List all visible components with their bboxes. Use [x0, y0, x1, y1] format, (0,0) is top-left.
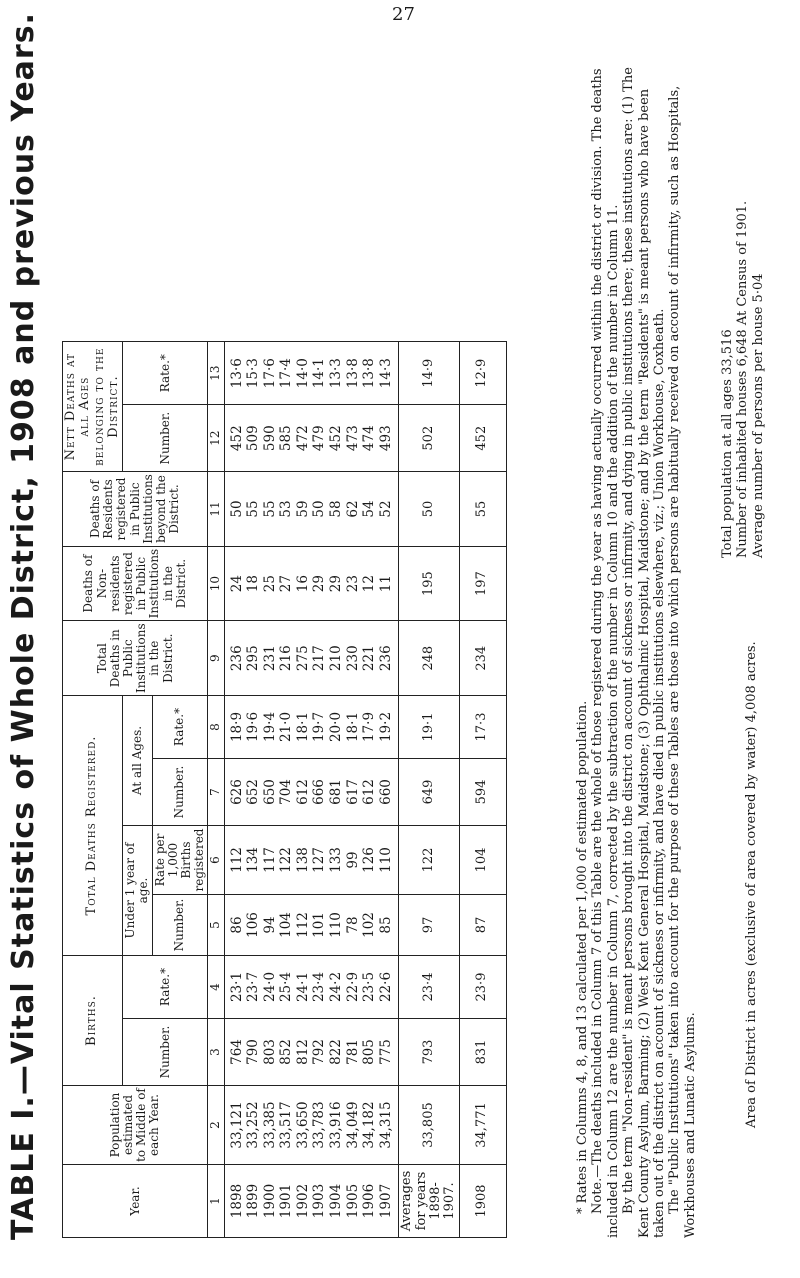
table-cell: 62 — [344, 500, 361, 518]
table-cell: 681 — [328, 779, 345, 805]
table-cell: 479 — [311, 425, 328, 452]
table-cell: 104 — [278, 912, 295, 938]
col-births-number — [224, 1019, 399, 1086]
district-area — [744, 628, 759, 1128]
table-cell: 1899 — [245, 1183, 262, 1219]
y1908-u1-number: 87 — [459, 895, 506, 956]
table-cell: 33,517 — [278, 1101, 295, 1149]
y1908-births-number: 831 — [459, 1019, 506, 1086]
table-cell: 52 — [377, 500, 394, 518]
column-number: 1 — [208, 1165, 224, 1238]
table-cell: 509 — [245, 425, 262, 452]
table-cell: 585 — [278, 425, 295, 452]
footnote-residents: By the term "Non-resident" is meant persons brought into the district on account of sickness or infirmity, and dying in public institutions there; these institutions are: (1) The Kent County Asylum, Barming; (2) West Kent General Hospital, Maidstone; (3) Ophthalmic Hospital, Maidstone; and by the term "Residents" is meant persons who have been taken out of the district on account of sickness or infirmity, and have died in public institutions elsewhere, viz.; Union Workhouse, Coxheath. — [621, 67, 668, 1238]
table-cell: 660 — [377, 779, 394, 805]
table-cell: 23·4 — [311, 971, 328, 1003]
table-cell: 102 — [361, 912, 378, 938]
avg-all-number: 649 — [399, 759, 459, 826]
table-cell: 24·0 — [261, 971, 278, 1003]
table-cell: 110 — [328, 912, 345, 938]
y1908-all-rate: 17·3 — [459, 696, 506, 759]
table-cell: 275 — [294, 645, 311, 672]
census-population-label: Total population at all ages — [720, 379, 735, 558]
table-cell: 86 — [228, 916, 245, 934]
col-nett-number — [224, 405, 399, 472]
table-cell: 1900 — [261, 1183, 278, 1219]
table-cell: 12 — [361, 575, 378, 593]
table-cell: 21·0 — [278, 711, 295, 743]
avg-births-rate: 23·4 — [399, 956, 459, 1019]
table-cell: 812 — [294, 1039, 311, 1065]
y1908-year: 1908 — [459, 1165, 506, 1238]
table-cell: 650 — [261, 779, 278, 805]
table-cell: 775 — [377, 1039, 394, 1065]
table-cell: 23·5 — [361, 971, 378, 1003]
table-cell: 24·2 — [328, 971, 345, 1003]
table-cell: 34,315 — [377, 1101, 394, 1149]
area-value: 4,008 acres. — [744, 641, 759, 723]
column-number: 6 — [208, 826, 224, 895]
table-cell: 33,121 — [228, 1101, 245, 1149]
table-cell: 704 — [278, 779, 295, 805]
year-1908-row — [459, 342, 506, 1238]
table-cell: 217 — [311, 645, 328, 672]
averages-row — [399, 342, 459, 1238]
table-cell: 805 — [361, 1039, 378, 1065]
table-cell: 22·9 — [344, 971, 361, 1003]
table-cell: 472 — [294, 425, 311, 452]
census-population-value: 33,516 — [720, 329, 735, 375]
header-all-rate: Rate.* — [152, 696, 208, 759]
column-number: 10 — [208, 546, 224, 621]
avg-all-rate: 19·1 — [399, 696, 459, 759]
table-cell: 59 — [294, 500, 311, 518]
table-cell: 652 — [245, 779, 262, 805]
table-cell: 13·6 — [228, 358, 245, 389]
census-average-value: 5·04 — [750, 273, 766, 303]
table-cell: 78 — [344, 916, 361, 934]
header-total-deaths: Total Deaths Registered. — [63, 696, 123, 956]
census-note: At Census of 1901. — [735, 200, 751, 326]
header-u1-number: Number. — [152, 895, 208, 956]
table-cell: 13·3 — [328, 358, 345, 389]
table-cell: 18·1 — [294, 711, 311, 743]
table-cell: 19·7 — [311, 711, 328, 743]
table-cell: 18·9 — [228, 711, 245, 743]
yearly-data-row — [224, 342, 399, 1238]
header-nett-deaths: Nett Deaths at all Ages belonging to the District. — [63, 342, 123, 472]
table-cell: 236 — [228, 645, 245, 672]
column-number: 11 — [208, 472, 224, 547]
table-cell: 18·1 — [344, 711, 361, 743]
avg-res-beyond: 50 — [399, 472, 459, 547]
table-cell: 617 — [344, 779, 361, 805]
census-houses-value: 6,648 — [735, 329, 751, 367]
header-year: Year. — [63, 1165, 208, 1238]
table-cell: 1904 — [328, 1183, 345, 1219]
census-summary — [720, 78, 766, 558]
header-births-number: Number. — [123, 1019, 208, 1086]
avg-public: 248 — [399, 621, 459, 696]
table-cell: 19·4 — [261, 711, 278, 743]
y1908-non-res: 197 — [459, 546, 506, 621]
column-number: 8 — [208, 696, 224, 759]
table-cell: 50 — [311, 500, 328, 518]
table-cell: 101 — [311, 912, 328, 938]
table-cell: 493 — [377, 425, 394, 452]
page-number: 27 — [392, 4, 415, 25]
table-cell: 55 — [245, 500, 262, 518]
header-public-institutions: Total Deaths in Public Institutions in the District. — [63, 621, 208, 696]
table-cell: 295 — [245, 645, 262, 672]
header-residents-beyond: Deaths of Residents registered in Public Institutions beyond the District. — [63, 472, 208, 547]
table-cell: 1907 — [377, 1183, 394, 1219]
table-cell: 13·8 — [344, 358, 361, 389]
avg-u1-number: 97 — [399, 895, 459, 956]
col-year — [224, 1165, 399, 1238]
table-cell: 34,182 — [361, 1101, 378, 1149]
table-cell: 790 — [245, 1039, 262, 1065]
table-cell: 473 — [344, 425, 361, 452]
table-cell: 1898 — [228, 1183, 245, 1219]
y1908-nett-rate: 12·9 — [459, 342, 506, 405]
table-cell: 221 — [361, 645, 378, 672]
header-nett-number: Number. — [123, 405, 208, 472]
table-cell: 474 — [361, 425, 378, 452]
table-cell: 138 — [294, 847, 311, 873]
header-births-rate: Rate.* — [123, 956, 208, 1019]
table-cell: 666 — [311, 779, 328, 805]
table-cell: 1902 — [294, 1183, 311, 1219]
column-number: 2 — [208, 1086, 224, 1165]
header-under-1: Under 1 year of age. — [123, 826, 152, 956]
footnote-rates: * Rates in Columns 4, 8, and 13 calculated per 1,000 of estimated population. — [575, 700, 590, 1214]
header-at-all-ages: At all Ages. — [123, 696, 152, 826]
table-cell: 117 — [261, 847, 278, 873]
table-cell: 29 — [311, 575, 328, 593]
header-all-number: Number. — [152, 759, 208, 826]
table-cell: 112 — [228, 847, 245, 873]
table-cell: 210 — [328, 645, 345, 672]
table-cell: 612 — [294, 779, 311, 805]
table-cell: 112 — [294, 912, 311, 938]
footnote-note: Note.—The deaths included in Column 7 of this Table are the whole of those registered during the year as having actually occurred within the district or division. The deaths included in Column 12 are the number in Column 7, corrected by the subtraction of the number in Column 10 and the addition of the number in Column 11. — [590, 68, 621, 1238]
table-cell: 626 — [228, 779, 245, 805]
avg-non-res: 195 — [399, 546, 459, 621]
table-cell: 25·4 — [278, 971, 295, 1003]
table-cell: 14·0 — [294, 358, 311, 389]
y1908-births-rate: 23·9 — [459, 956, 506, 1019]
table-cell: 803 — [261, 1039, 278, 1065]
table-cell: 1906 — [361, 1183, 378, 1219]
column-number: 13 — [208, 342, 224, 405]
table-cell: 33,916 — [328, 1101, 345, 1149]
column-number: 5 — [208, 895, 224, 956]
table-cell: 133 — [328, 847, 345, 873]
footnote-institutions: The "Public Institutions" taken into account for the purpose of these Tables are those into which persons are habitually received on account of infirmity, such as Hospitals, Workhouses and Lunatic Asylums. — [667, 85, 698, 1238]
col-res-beyond — [224, 472, 399, 547]
table-cell: 236 — [377, 645, 394, 672]
table-cell: 33,385 — [261, 1101, 278, 1149]
table-cell: 99 — [344, 851, 361, 869]
y1908-res-beyond: 55 — [459, 472, 506, 547]
table-cell: 23·1 — [228, 971, 245, 1003]
table-cell: 20·0 — [328, 711, 345, 743]
avg-nett-number: 502 — [399, 405, 459, 472]
averages-label: Averages for years 1898-1907. — [399, 1165, 459, 1238]
col-u1-rate — [224, 826, 399, 895]
y1908-u1-rate: 104 — [459, 826, 506, 895]
col-non-res — [224, 546, 399, 621]
table-cell: 94 — [261, 916, 278, 934]
col-population — [224, 1086, 399, 1165]
table-cell: 34,049 — [344, 1101, 361, 1149]
table-cell: 85 — [377, 916, 394, 934]
census-houses-label: Number of inhabited houses — [735, 370, 751, 558]
table-cell: 452 — [328, 425, 345, 452]
col-u1-number — [224, 895, 399, 956]
avg-population: 33,805 — [399, 1086, 459, 1165]
column-number: 4 — [208, 956, 224, 1019]
column-number: 9 — [208, 621, 224, 696]
col-births-rate — [224, 956, 399, 1019]
y1908-all-number: 594 — [459, 759, 506, 826]
table-cell: 16 — [294, 575, 311, 593]
table-cell: 29 — [328, 575, 345, 593]
table-cell: 14·3 — [377, 358, 394, 389]
table-cell: 15·3 — [245, 358, 262, 389]
avg-births-number: 793 — [399, 1019, 459, 1086]
table-cell: 23 — [344, 575, 361, 593]
table-cell: 14·1 — [311, 358, 328, 389]
col-all-rate — [224, 696, 399, 759]
table-cell: 231 — [261, 645, 278, 672]
table-cell: 17·9 — [361, 711, 378, 743]
footnotes — [575, 58, 698, 1238]
table-cell: 33,650 — [294, 1101, 311, 1149]
area-label: Area of District in acres (exclusive of area covered by water) — [744, 726, 759, 1128]
header-non-residents: Deaths of Non-residents registered in Public Institutions in the District. — [63, 546, 208, 621]
table-cell: 53 — [278, 500, 295, 518]
table-cell: 1901 — [278, 1183, 295, 1219]
y1908-population: 34,771 — [459, 1086, 506, 1165]
table-cell: 54 — [361, 500, 378, 518]
table-cell: 19·6 — [245, 711, 262, 743]
table-cell: 126 — [361, 847, 378, 873]
table-cell: 23·7 — [245, 971, 262, 1003]
header-population: Population estimated to Middle of each Year. — [63, 1086, 208, 1165]
avg-u1-rate: 122 — [399, 826, 459, 895]
col-public — [224, 621, 399, 696]
table-cell: 1905 — [344, 1183, 361, 1219]
table-cell: 55 — [261, 500, 278, 518]
header-u1-rate: Rate per 1,000 Births registered — [152, 826, 208, 895]
table-cell: 24·1 — [294, 971, 311, 1003]
table-cell: 216 — [278, 645, 295, 672]
table-cell: 17·4 — [278, 358, 295, 389]
table-cell: 792 — [311, 1039, 328, 1065]
avg-nett-rate: 14·9 — [399, 342, 459, 405]
table-cell: 781 — [344, 1039, 361, 1065]
y1908-public: 234 — [459, 621, 506, 696]
table-cell: 27 — [278, 575, 295, 593]
column-number: 3 — [208, 1019, 224, 1086]
table-cell: 50 — [228, 500, 245, 518]
vital-statistics-table — [62, 341, 507, 1238]
column-number: 7 — [208, 759, 224, 826]
table-cell: 590 — [261, 425, 278, 452]
table-cell: 110 — [377, 847, 394, 873]
table-cell: 852 — [278, 1039, 295, 1065]
table-cell: 230 — [344, 645, 361, 672]
col-nett-rate — [224, 342, 399, 405]
table-cell: 127 — [311, 847, 328, 873]
table-cell: 11 — [377, 575, 394, 593]
table-cell: 18 — [245, 575, 262, 593]
census-average-label: Average number of persons per house — [750, 306, 766, 558]
col-all-number — [224, 759, 399, 826]
table-cell: 612 — [361, 779, 378, 805]
column-number-row — [208, 342, 224, 1238]
table-cell: 58 — [328, 500, 345, 518]
table-cell: 22·6 — [377, 971, 394, 1003]
table-cell: 106 — [245, 912, 262, 938]
table-cell: 13·8 — [361, 358, 378, 389]
table-cell: 17·6 — [261, 358, 278, 389]
column-number: 12 — [208, 405, 224, 472]
table-cell: 1903 — [311, 1183, 328, 1219]
table-cell: 452 — [228, 425, 245, 452]
table-cell: 134 — [245, 847, 262, 873]
table-cell: 19·2 — [377, 711, 394, 743]
header-nett-rate: Rate.* — [123, 342, 208, 405]
table-cell: 122 — [278, 847, 295, 873]
table-cell: 33,252 — [245, 1101, 262, 1149]
table-title: TABLE I.—Vital Statistics of Whole District, 1908 and previous Years. — [6, 12, 41, 1240]
table-cell: 822 — [328, 1039, 345, 1065]
table-cell: 25 — [261, 575, 278, 593]
y1908-nett-number: 452 — [459, 405, 506, 472]
table-cell: 764 — [228, 1039, 245, 1065]
table-cell: 24 — [228, 575, 245, 593]
header-births: Births. — [63, 956, 123, 1086]
table-cell: 33,783 — [311, 1101, 328, 1149]
